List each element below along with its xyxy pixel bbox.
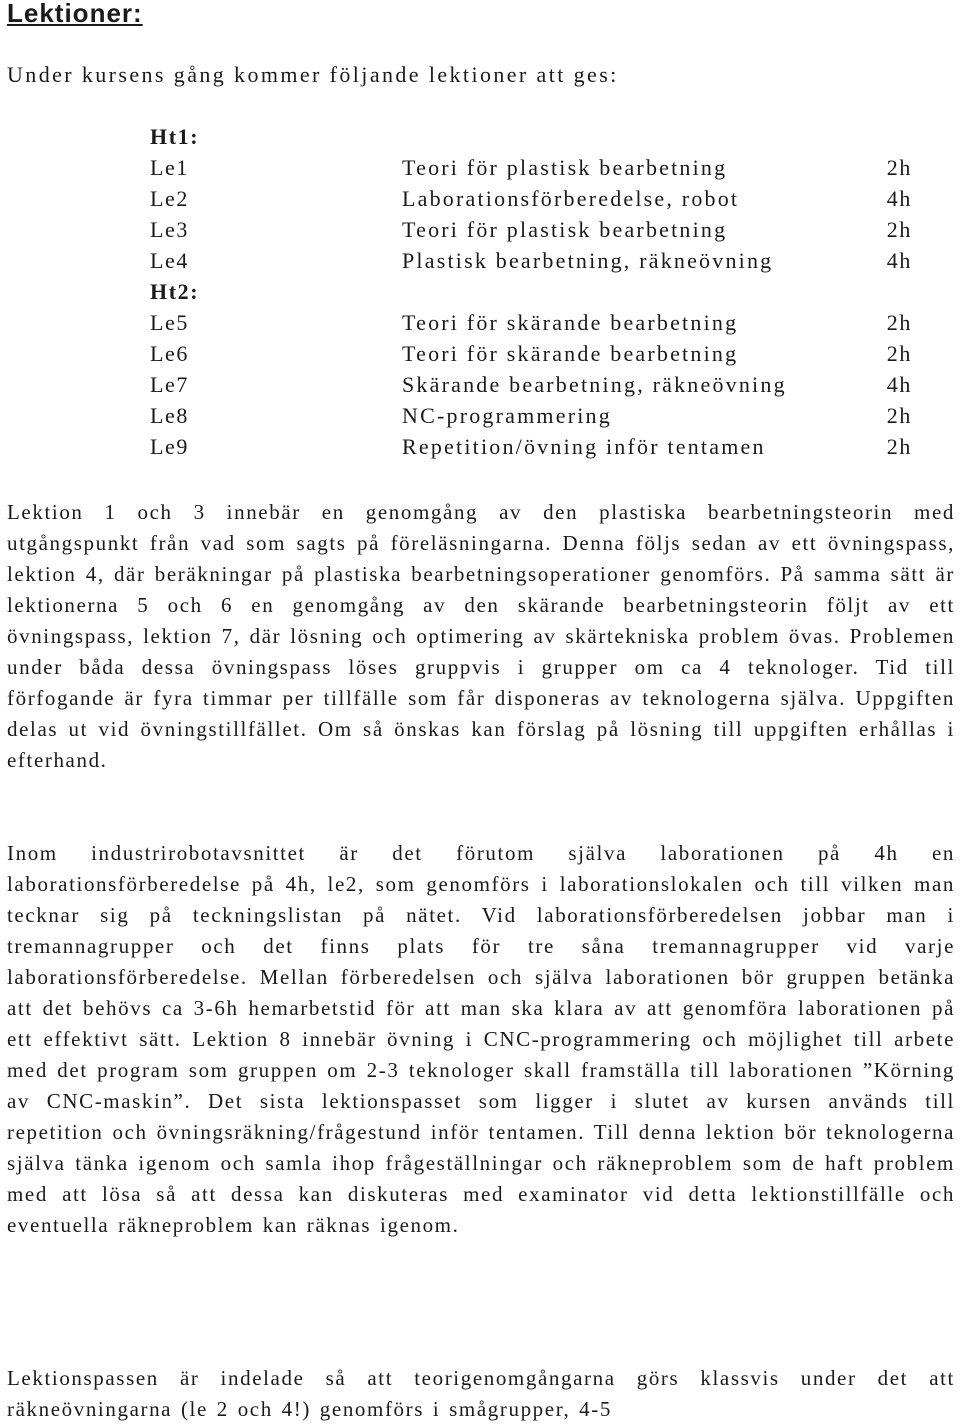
intro-text: Under kursens gång kommer följande lektioner att ges: bbox=[7, 62, 619, 87]
schedule-heading-row bbox=[150, 124, 920, 155]
lesson-row bbox=[150, 341, 920, 372]
term-heading: Ht1: bbox=[150, 124, 200, 149]
robot-lab-paragraph: Inom industrirobotavsnittet är det förutom själva laborationen på 4h en laborationsförberedelse på 4h, le2, som genomförs i laborationslokalen och till vilken man tecknar sig på teckningslistan på nätet. Vid laborationsförberedelsen jobbar man i tremannagrupper och det finns plats för tre såna tremannagrupper vid varje laborationsförberedelse. Mellan förberedelsen och själva laborationen bör gruppen betänka att det behövs ca 3-6h hemarbetstid för att man ska klara av att genomföra laborationen på ett effektivt sätt. Lektion 8 innebär övning i CNC-programmering och möjlighet till arbete med det program som gruppen om 2-3 teknologer skall framställa till laborationen ”Körning av CNC-maskin”. Det sista lektionspasset som ligger i slutet av kursen används till repetition och övningsräkning/frågestund inför tentamen. Till denna lektion bör teknologerna själva tänka igenom och samla ihop frågeställningar och räkneproblem som de haft problem med att lösa så att dessa kan diskuteras med examinator vid detta lektionstillfälle och eventuella räkneproblem kan räknas igenom. bbox=[7, 841, 955, 1237]
lesson-code: Le7 bbox=[150, 372, 190, 397]
lesson-row bbox=[150, 434, 920, 465]
page-title: Lektioner: bbox=[7, 0, 143, 28]
lesson-hours: 2h bbox=[886, 155, 912, 180]
lesson-code: Le8 bbox=[150, 403, 190, 428]
lesson-schedule bbox=[150, 124, 920, 465]
lesson-description: NC-programmering bbox=[402, 403, 612, 428]
lesson-row bbox=[150, 403, 920, 434]
lesson-description: Plastisk bearbetning, räkneövning bbox=[402, 248, 774, 273]
lesson-description: Teori för plastisk bearbetning bbox=[402, 155, 728, 180]
lesson-code: Le2 bbox=[150, 186, 190, 211]
lesson-hours: 2h bbox=[886, 341, 912, 366]
lesson-hours: 4h bbox=[886, 186, 912, 211]
lesson-row bbox=[150, 217, 920, 248]
lesson-row bbox=[150, 155, 920, 186]
term-heading: Ht2: bbox=[150, 279, 200, 304]
lesson-code: Le4 bbox=[150, 248, 190, 273]
lesson-description: Teori för plastisk bearbetning bbox=[402, 217, 728, 242]
lesson-organization-paragraph: Lektionspassen är indelade så att teorigenomgångarna görs klassvis under det att räkneövningarna (le 2 och 4!) genomförs i smågrupper, 4-5 bbox=[7, 1366, 955, 1421]
lesson-row bbox=[150, 186, 920, 217]
lesson-row bbox=[150, 248, 920, 279]
lesson-code: Le9 bbox=[150, 434, 190, 459]
lesson-description: Skärande bearbetning, räkneövning bbox=[402, 372, 787, 397]
lesson-hours: 2h bbox=[886, 403, 912, 428]
lesson-description: Teori för skärande bearbetning bbox=[402, 310, 739, 335]
lesson-description: Laborationsförberedelse, robot bbox=[402, 186, 740, 211]
lesson-code: Le3 bbox=[150, 217, 190, 242]
lesson-row bbox=[150, 372, 920, 403]
lesson-hours: 2h bbox=[886, 310, 912, 335]
lesson-code: Le6 bbox=[150, 341, 190, 366]
lesson-description: Repetition/övning inför tentamen bbox=[402, 434, 766, 459]
lesson-hours: 4h bbox=[886, 248, 912, 273]
lesson-hours: 4h bbox=[886, 372, 912, 397]
lesson-description: Teori för skärande bearbetning bbox=[402, 341, 739, 366]
lesson-code: Le1 bbox=[150, 155, 190, 180]
schedule-heading-row bbox=[150, 279, 920, 310]
lesson-code: Le5 bbox=[150, 310, 190, 335]
lesson-hours: 2h bbox=[886, 434, 912, 459]
lesson-row bbox=[150, 310, 920, 341]
lesson-overview-paragraph: Lektion 1 och 3 innebär en genomgång av den plastiska bearbetningsteorin med utgångspunkt från vad som sagts på föreläsningarna. Denna följs sedan av ett övningspass, lektion 4, där beräkningar på plastiska bearbetningsoperationer genomförs. På samma sätt är lektionerna 5 och 6 en genomgång av den skärande bearbetningsteorin följt av ett övningspass, lektion 7, där lösning och optimering av skärtekniska problem övas. Problemen under båda dessa övningspass löses gruppvis i grupper om ca 4 teknologer. Tid till förfogande är fyra timmar per tillfälle som får disponeras av teknologerna själva. Uppgiften delas ut vid övningstillfället. Om så önskas kan förslag på lösning till uppgiften erhållas i efterhand. bbox=[7, 500, 955, 772]
lesson-hours: 2h bbox=[886, 217, 912, 242]
